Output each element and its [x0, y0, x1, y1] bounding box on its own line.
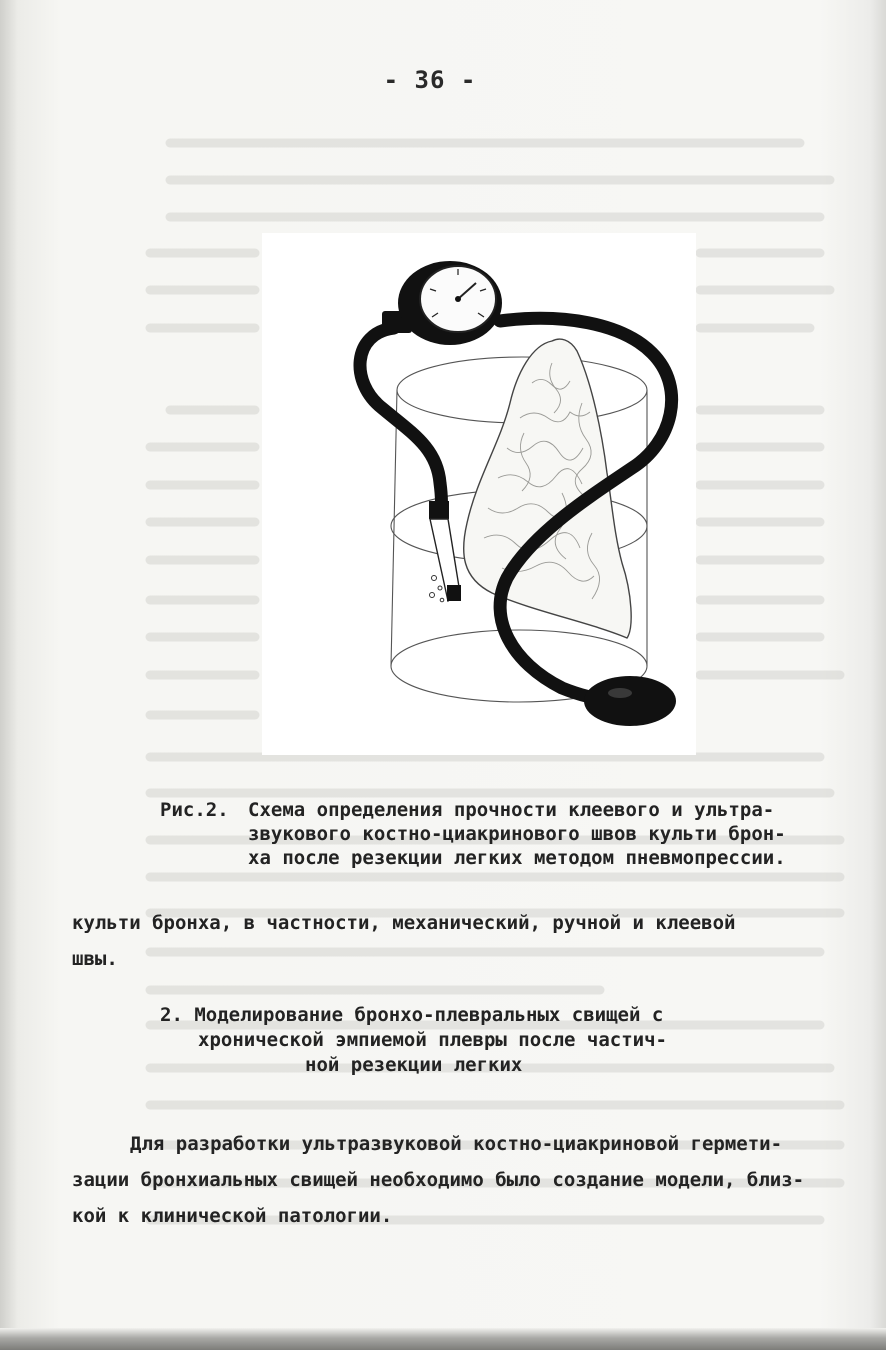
paragraph-2-line-3: кой к клинической патологии.	[72, 1205, 393, 1227]
section-heading	[160, 1003, 800, 1078]
caption-line-2: звукового костно-циакринового швов культи брон-	[248, 823, 786, 845]
caption-line-3: ха после резекции легких методом пневмопрессии.	[248, 847, 786, 869]
section-heading-line-2: хронической эмпиемой плевры после частич-	[198, 1029, 667, 1051]
paragraph-1-line-1: культи бронха, в частности, механический, ручной и клеевой	[72, 912, 736, 934]
paragraph-2	[72, 1126, 852, 1234]
rubber-tube	[360, 328, 441, 515]
paragraph-1	[72, 905, 852, 977]
paragraph-2-line-2: зации бронхиальных свищей необходимо было создание модели, близ-	[72, 1169, 805, 1191]
figure-illustration	[262, 233, 696, 755]
caption-line-1	[160, 798, 840, 822]
manometer-gauge	[382, 261, 502, 345]
caption-label: Рис.2.	[160, 799, 229, 821]
pneumopressure-apparatus-drawing	[262, 233, 696, 755]
air-bubbles	[430, 576, 444, 602]
bronchus-stump	[429, 501, 461, 601]
paragraph-2-line-1: Для разработки ультразвуковой костно-циакриновой гермети-	[130, 1133, 783, 1155]
figure-caption	[160, 798, 840, 870]
page-number: - 36 -	[383, 66, 477, 94]
section-heading-line-1: 2. Моделирование бронхо-плевральных свищей с	[160, 1004, 664, 1026]
paragraph-1-line-2: швы.	[72, 948, 118, 970]
caption-text-1: Схема определения прочности клеевого и ультра-	[248, 799, 775, 821]
bulb-pump	[584, 676, 676, 726]
section-heading-line-3: ной резекции легких	[305, 1054, 523, 1076]
page-bottom-edge	[0, 1328, 886, 1350]
